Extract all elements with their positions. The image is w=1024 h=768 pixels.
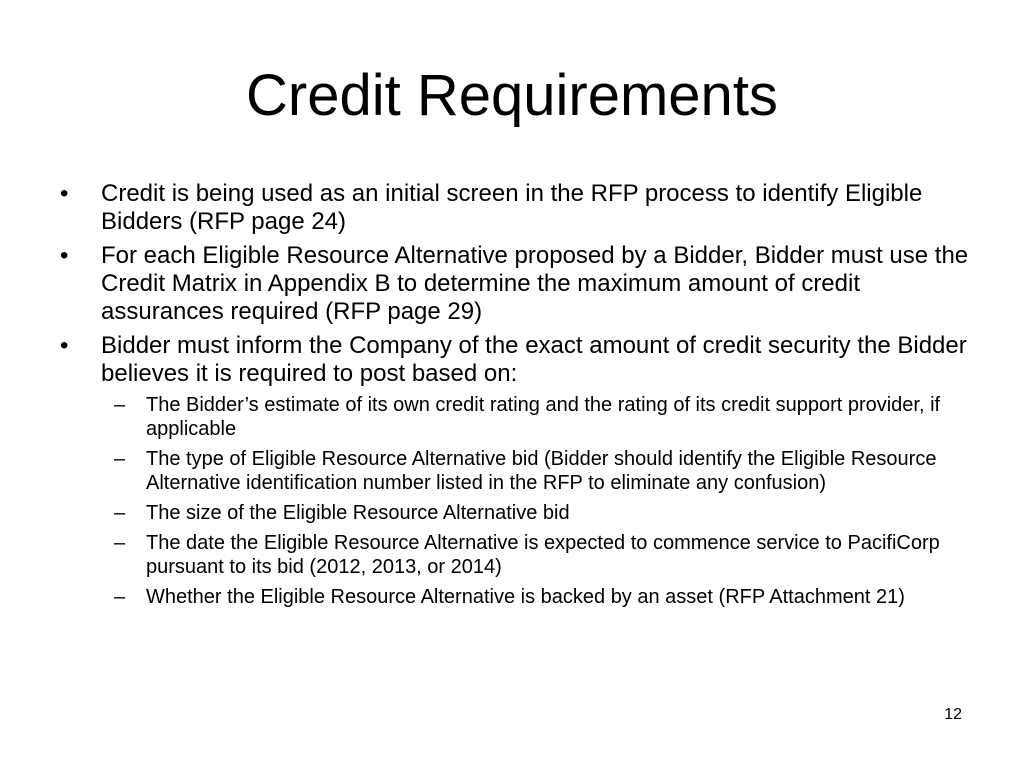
sub-bullet-item: [101, 447, 970, 495]
dash-marker: –: [114, 394, 126, 416]
sub-bullet-item: [101, 531, 970, 579]
bullet-item: [60, 242, 970, 326]
sub-bullet-text: The Bidder’s estimate of its own credit rating and the rating of its credit support provider, if applicable: [146, 394, 941, 440]
bullet-marker: •: [60, 242, 69, 269]
page-number: 12: [944, 706, 962, 723]
dash-marker: –: [114, 532, 126, 554]
dash-marker: –: [114, 586, 126, 608]
dash-marker: –: [114, 502, 126, 524]
bullet-text: Credit is being used as an initial screen in the RFP process to identify Eligible Bidders (RFP page 24): [101, 180, 923, 235]
sub-bullet-item: [101, 501, 970, 525]
bullet-marker: •: [60, 332, 69, 359]
bullet-marker: •: [60, 180, 69, 207]
sub-bullet-text: The date the Eligible Resource Alternative is expected to commence service to PacifiCorp pursuant to its bid (2012, 2013, or 2014): [146, 532, 940, 578]
bullet-text: For each Eligible Resource Alternative proposed by a Bidder, Bidder must use the Credit Matrix in Appendix B to determine the maximum amount of credit assurances required (RFP page 29): [101, 242, 969, 325]
sub-bullet-text: Whether the Eligible Resource Alternative is backed by an asset (RFP Attachment 21): [146, 586, 905, 608]
bullet-list: [60, 180, 970, 615]
sub-bullet-text: The size of the Eligible Resource Alternative bid: [146, 502, 570, 524]
slide-title: Credit Requirements: [246, 63, 778, 128]
sub-bullet-list: [101, 393, 970, 609]
dash-marker: –: [114, 448, 126, 470]
sub-bullet-item: [101, 393, 970, 441]
bullet-text: Bidder must inform the Company of the exact amount of credit security the Bidder believes it is required to post based on:: [101, 332, 967, 387]
bullet-item: [60, 180, 970, 236]
sub-bullet-item: [101, 585, 970, 609]
sub-bullet-text: The type of Eligible Resource Alternative bid (Bidder should identify the Eligible Resource Alternative identification number listed in the RFP to eliminate any confusion): [146, 448, 937, 494]
bullet-item: [60, 332, 970, 609]
